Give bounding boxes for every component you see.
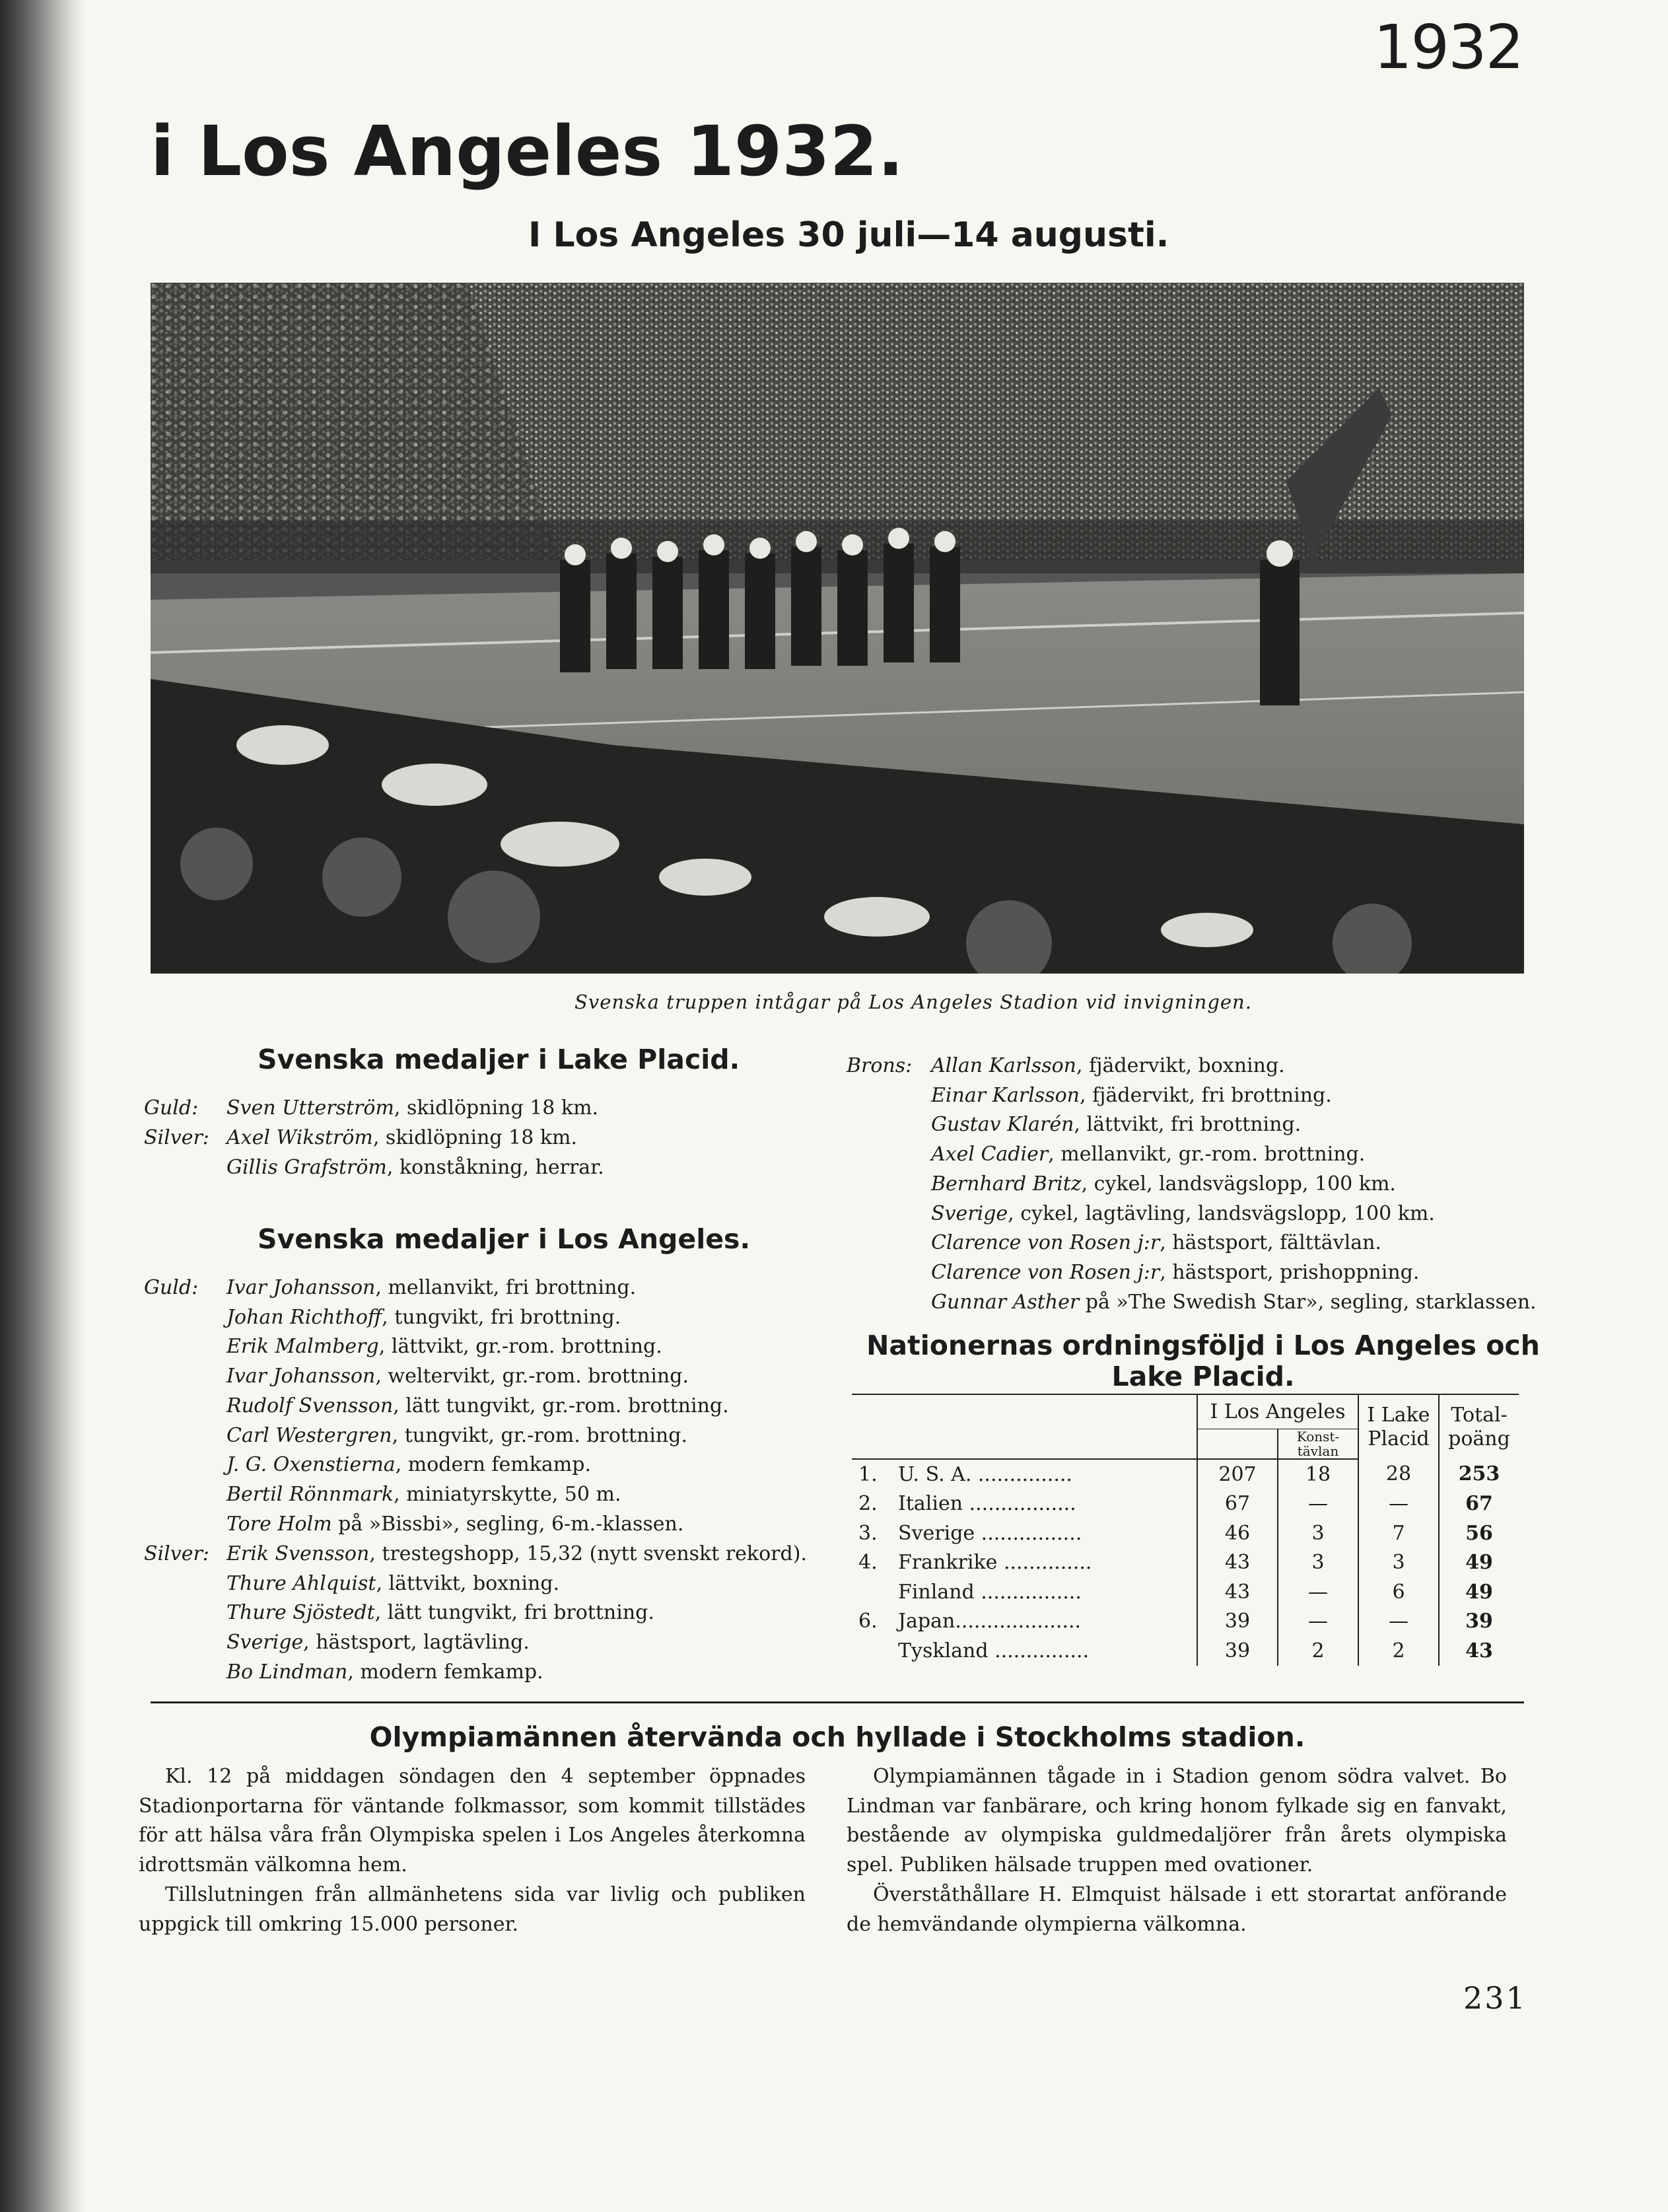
cell-rank: 2. [858, 1492, 878, 1516]
cell-total: 49 [1439, 1577, 1519, 1607]
col-la-header: I Los Angeles [1197, 1394, 1358, 1429]
cell-la: 43 [1197, 1577, 1278, 1607]
list-item: Clarence von Rosen j:r, hästsport, prishoppning. [931, 1260, 1420, 1284]
cell-la: 39 [1197, 1607, 1278, 1637]
cell-nation: Tyskland ............... [898, 1639, 1090, 1662]
cell-rank: 6. [858, 1610, 878, 1633]
cell-lp: 2 [1358, 1636, 1439, 1666]
list-item: J. G. Oxenstierna, modern femkamp. [226, 1453, 591, 1477]
page-number: 231 [1463, 1980, 1527, 2016]
table-row [852, 1518, 1519, 1548]
ranking-title: Nationernas ordningsföljd i Los Angeles och Lake Placid. [866, 1330, 1540, 1392]
cell-total: 253 [1439, 1459, 1519, 1489]
cell-nation: Frankrike .............. [898, 1551, 1092, 1575]
page-title: i Los Angeles 1932. [151, 111, 904, 192]
list-item: Gustav Klarén, lättvikt, fri brottning. [931, 1113, 1302, 1137]
list-item: Tore Holm på »Bissbi», segling, 6-m.-klassen. [226, 1512, 684, 1536]
table-row [852, 1459, 1519, 1489]
table-row [852, 1548, 1519, 1578]
article-right-column [847, 1762, 1507, 1939]
cell-rank: 1. [858, 1462, 878, 1486]
table-row [852, 1577, 1519, 1607]
lp-gold-label: Guld: [144, 1096, 199, 1120]
cell-lp: — [1358, 1489, 1439, 1519]
la-gold-label: Guld: [144, 1276, 199, 1299]
cell-total: 56 [1439, 1518, 1519, 1548]
table-row [852, 1489, 1519, 1519]
article-left-column [139, 1762, 806, 1939]
list-item: Allan Karlsson, fjädervikt, boxning. [931, 1054, 1285, 1077]
lp-silver-label: Silver: [144, 1126, 209, 1149]
col-total-header: Total-poäng [1439, 1394, 1519, 1459]
cell-la: 43 [1197, 1548, 1278, 1578]
list-item: Bernhard Britz, cykel, landsvägslopp, 100 km. [931, 1172, 1396, 1195]
list-item: Sverige, hästsport, lagtävling. [226, 1631, 530, 1655]
cell-nation: Italien ................. [898, 1492, 1076, 1516]
list-item: Rudolf Svensson, lätt tungvikt, gr.-rom. brottning. [226, 1394, 729, 1417]
list-item: Johan Richthoff, tungvikt, fri brottning. [226, 1305, 621, 1329]
cell-nation: Japan.................... [898, 1610, 1082, 1633]
cell-konst: 3 [1278, 1518, 1358, 1548]
cell-rank [852, 1636, 891, 1666]
cell-nation: Finland ................ [898, 1580, 1082, 1604]
page-subtitle: I Los Angeles 30 juli—14 augusti. [528, 215, 1169, 255]
list-item: Sven Utterström, skidlöpning 18 km. [226, 1096, 599, 1120]
table-row [852, 1607, 1519, 1637]
cell-konst: — [1278, 1577, 1358, 1607]
cell-konst: 18 [1278, 1459, 1358, 1489]
cell-total: 39 [1439, 1607, 1519, 1637]
list-item: Axel Cadier, mellanvikt, gr.-rom. brottning. [931, 1143, 1366, 1166]
table-row [852, 1636, 1519, 1666]
list-item: Carl Westergren, tungvikt, gr.-rom. brottning. [226, 1423, 687, 1447]
cell-total: 43 [1439, 1636, 1519, 1666]
list-item: Bo Lindman, modern femkamp. [226, 1660, 543, 1684]
los-angeles-heading: Svenska medaljer i Los Angeles. [258, 1223, 751, 1255]
cell-la: 67 [1197, 1489, 1278, 1519]
list-item: Erik Malmberg, lättvikt, gr.-rom. brottning. [226, 1335, 662, 1359]
list-item: Ivar Johansson, mellanvikt, fri brottning. [226, 1276, 637, 1299]
article-paragraph: Olympiamännen tågade in i Stadion genom södra valvet. Bo Lindman var fanbärare, och kring honom fylkade sig en fanvakt, bestående av olympiska guldmedaljörer från årets olympiska spel. Publiken hälsade truppen med ovationer. [847, 1765, 1507, 1877]
cell-rank: 4. [858, 1551, 878, 1575]
cell-konst: 3 [1278, 1548, 1358, 1578]
list-item: Thure Sjöstedt, lätt tungvikt, fri brottning. [226, 1601, 654, 1625]
list-item: Axel Wikström, skidlöpning 18 km. [226, 1126, 578, 1149]
list-item: Sverige, cykel, lagtävling, landsvägslopp, 100 km. [931, 1201, 1435, 1225]
cell-lp: 7 [1358, 1518, 1439, 1548]
la-silver-label: Silver: [144, 1542, 209, 1565]
col-lp-header: I Lake Placid [1358, 1394, 1439, 1459]
ranking-table [852, 1394, 1519, 1666]
lake-placid-heading: Svenska medaljer i Lake Placid. [258, 1044, 740, 1075]
cell-konst: — [1278, 1489, 1358, 1519]
cell-la: 39 [1197, 1636, 1278, 1666]
cell-konst: 2 [1278, 1636, 1358, 1666]
cell-nation: Sverige ................ [898, 1521, 1082, 1545]
list-item: Einar Karlsson, fjädervikt, fri brottning. [931, 1083, 1332, 1107]
cell-rank [852, 1577, 891, 1607]
list-item: Bertil Rönnmark, miniatyrskytte, 50 m. [226, 1482, 621, 1506]
binding-gutter [0, 0, 86, 2212]
cell-total: 49 [1439, 1548, 1519, 1578]
cell-konst: — [1278, 1607, 1358, 1637]
list-item: Thure Ahlquist, lättvikt, boxning. [226, 1571, 560, 1595]
cell-la: 46 [1197, 1518, 1278, 1548]
article-paragraph: Kl. 12 på middagen söndagen den 4 september öppnades Stadionportarna för väntande folkmassor, som kommit tillstädes för att hälsa våra från Olympiska spelen i Los Angeles återkomna idrottsmän välkomna hem. [139, 1765, 806, 1877]
section-divider [151, 1701, 1524, 1703]
list-item: Gunnar Asther på »The Swedish Star», segling, starklassen. [931, 1290, 1537, 1314]
page-year: 1932 [1373, 12, 1523, 83]
col-konst-header: Konst-tävlan [1278, 1429, 1358, 1459]
cell-nation: U. S. A. ............... [898, 1462, 1072, 1486]
cell-lp: 3 [1358, 1548, 1439, 1578]
list-item: Clarence von Rosen j:r, hästsport, fälttävlan. [931, 1231, 1381, 1255]
cell-total: 67 [1439, 1489, 1519, 1519]
photo-caption: Svenska truppen intågar på Los Angeles Stadion vid invigningen. [574, 991, 1252, 1013]
cell-lp: — [1358, 1607, 1439, 1637]
article-heading: Olympiamännen återvända och hyllade i Stockholms stadion. [369, 1721, 1305, 1753]
article-paragraph: Överståthållare H. Elmquist hälsade i ett storartat anförande de hemvändande olympierna välkomna. [847, 1882, 1507, 1936]
article-paragraph: Tillslutningen från allmänhetens sida var livlig och publiken uppgick till omkring 15.000 personer. [139, 1882, 806, 1936]
la-bronze-label: Brons: [847, 1054, 913, 1077]
cell-lp: 6 [1358, 1577, 1439, 1607]
list-item: Erik Svensson, trestegshopp, 15,32 (nytt svenskt rekord). [226, 1542, 807, 1565]
stadium-parade-photo [151, 283, 1524, 974]
cell-lp: 28 [1358, 1459, 1439, 1489]
list-item: Ivar Johansson, weltervikt, gr.-rom. brottning. [226, 1365, 689, 1388]
list-item: Gillis Grafström, konståkning, herrar. [226, 1156, 604, 1179]
cell-rank: 3. [858, 1521, 878, 1545]
cell-la: 207 [1197, 1459, 1278, 1489]
